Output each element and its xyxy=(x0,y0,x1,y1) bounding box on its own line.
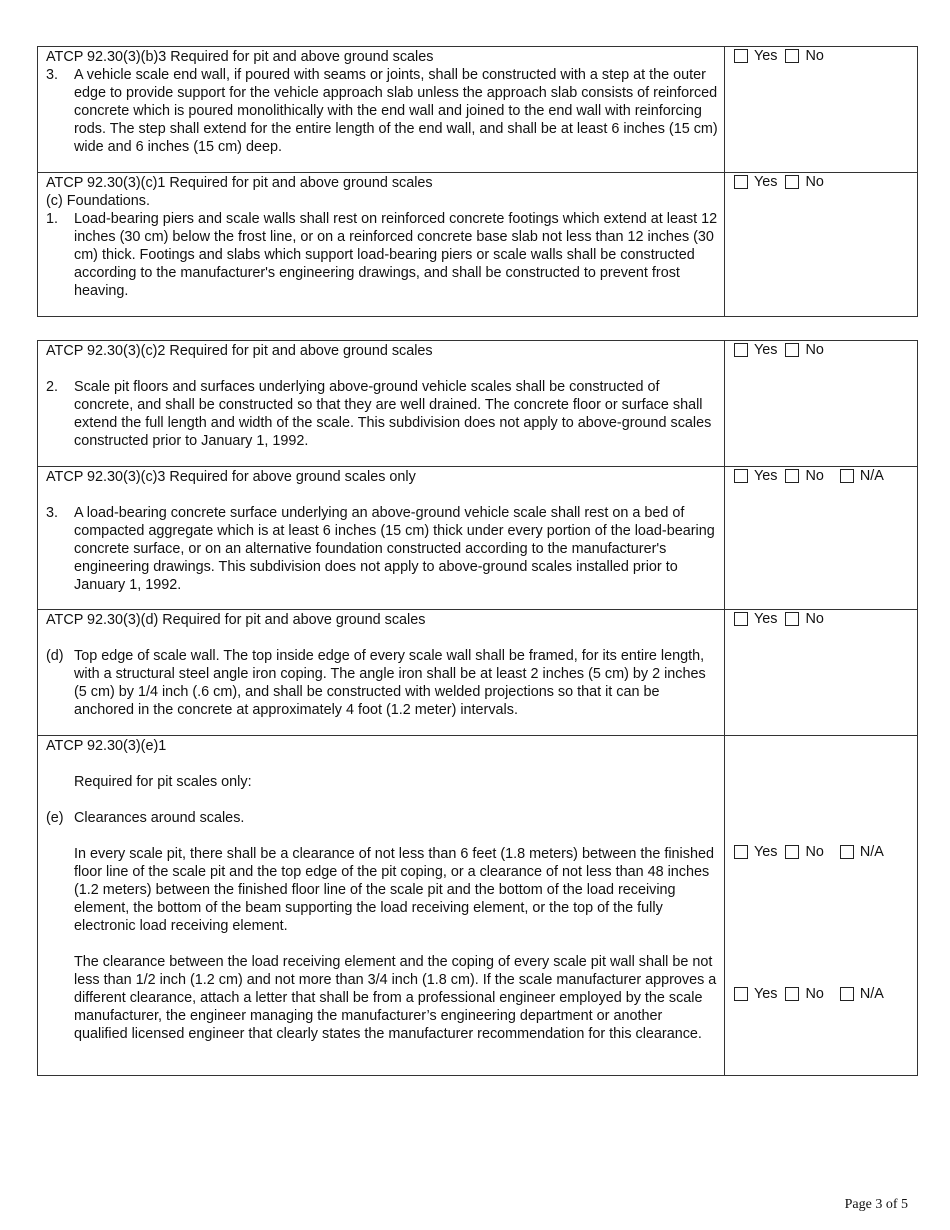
rule-code: ATCP 92.30(3)(e)1 xyxy=(46,738,167,754)
requirements-table-2 xyxy=(37,340,918,1076)
no-option[interactable] xyxy=(785,341,823,359)
yes-label: Yes xyxy=(754,468,778,484)
rule-code: ATCP 92.30(3)(b)3 Required for pit and above ground scales xyxy=(46,49,434,65)
answer-cell xyxy=(725,736,918,1076)
item-number: (e) xyxy=(46,810,64,826)
item-text: A load-bearing concrete surface underlying an above-ground vehicle scale shall rest on a bed of compacted aggregate which is at least 6 inches (15 cm) thick under every portion of the load-bearing concrete surface, or on an alternative foundation constructed according to the manufacturer's engineering drawings. This subdivision does not apply to above-ground scales installed prior to January 1, 1992. xyxy=(74,505,715,593)
item-text: Top edge of scale wall. The top inside edge of every scale wall shall be framed, for its entire length, with a structural steel angle iron coping. The angle iron shall be at least 2 inches (5 cm) by 2 inches (5 cm) by 1/4 inch (.6 cm), and shall be constructed with welded projections so that it can be anchored in the concrete at approximately 4 foot (1.2 meter) intervals. xyxy=(74,648,706,718)
yes-no-na-choices-1 xyxy=(734,843,917,861)
yes-label: Yes xyxy=(754,986,778,1002)
no-checkbox[interactable] xyxy=(785,612,799,626)
yes-no-choices xyxy=(734,341,917,359)
yes-label: Yes xyxy=(754,611,778,627)
na-checkbox[interactable] xyxy=(840,469,854,483)
yes-checkbox[interactable] xyxy=(734,845,748,859)
yes-checkbox[interactable] xyxy=(734,612,748,626)
answer-cell xyxy=(725,467,918,610)
na-option[interactable] xyxy=(840,467,884,485)
no-checkbox[interactable] xyxy=(785,175,799,189)
no-label: No xyxy=(805,342,824,358)
na-label: N/A xyxy=(859,986,884,1002)
item-number: 2. xyxy=(46,379,59,395)
answer-cell xyxy=(725,173,918,317)
na-checkbox[interactable] xyxy=(840,845,854,859)
answer-cell xyxy=(725,610,918,736)
yes-option[interactable] xyxy=(734,341,777,359)
row-c1 xyxy=(38,173,918,317)
yes-label: Yes xyxy=(754,174,778,190)
no-label: No xyxy=(805,48,824,64)
rule-item xyxy=(46,504,718,594)
item-number: 1. xyxy=(46,211,59,227)
no-option[interactable] xyxy=(785,610,823,628)
no-checkbox[interactable] xyxy=(785,343,799,357)
rule-code: ATCP 92.30(3)(c)1 Required for pit and above ground scales xyxy=(46,175,433,191)
no-checkbox[interactable] xyxy=(785,987,799,1001)
yes-checkbox[interactable] xyxy=(734,343,748,357)
yes-checkbox[interactable] xyxy=(734,987,748,1001)
no-option[interactable] xyxy=(785,47,823,65)
no-label: No xyxy=(805,611,824,627)
clearance-paragraph-1: In every scale pit, there shall be a clearance of not less than 6 feet (1.8 meters) between the finished floor line of the scale pit and the top edge of the pit coping, or a clearance of not less than 48 inches (1.2 meters) between the finished floor line of the scale pit and the bottom of the load receiving element, the bottom of the beam supporting the load receiving element, or the top of the fully electronic load receiving element. xyxy=(74,846,714,934)
scope-note: Required for pit scales only: xyxy=(74,774,252,790)
yes-option[interactable] xyxy=(734,985,777,1003)
yes-option[interactable] xyxy=(734,843,777,861)
rule-item xyxy=(46,66,718,156)
row-b3 xyxy=(38,47,918,173)
yes-no-na-choices-2 xyxy=(734,985,917,1003)
requirement-cell xyxy=(38,47,725,173)
answer-group xyxy=(734,843,917,1003)
row-c2 xyxy=(38,341,918,467)
requirements-table-1 xyxy=(37,46,918,317)
na-label: N/A xyxy=(859,468,884,484)
requirement-cell xyxy=(38,341,725,467)
answer-cell xyxy=(725,47,918,173)
yes-no-choices xyxy=(734,47,917,65)
no-label: No xyxy=(805,844,824,860)
no-label: No xyxy=(805,986,824,1002)
yes-option[interactable] xyxy=(734,173,777,191)
yes-option[interactable] xyxy=(734,47,777,65)
yes-checkbox[interactable] xyxy=(734,175,748,189)
row-c3 xyxy=(38,467,918,610)
requirement-cell xyxy=(38,736,725,1076)
yes-no-choices xyxy=(734,173,917,191)
page-number: Page 3 of 5 xyxy=(844,1197,908,1212)
item-number: 3. xyxy=(46,67,59,83)
yes-checkbox[interactable] xyxy=(734,49,748,63)
no-label: No xyxy=(805,174,824,190)
rule-item xyxy=(46,210,718,300)
requirement-cell xyxy=(38,173,725,317)
item-number: (d) xyxy=(46,648,64,664)
rule-subsection: (c) Foundations. xyxy=(46,193,150,209)
no-option[interactable] xyxy=(785,467,823,485)
yes-label: Yes xyxy=(754,844,778,860)
no-option[interactable] xyxy=(785,173,823,191)
item-number: 3. xyxy=(46,505,59,521)
no-label: No xyxy=(805,468,824,484)
na-label: N/A xyxy=(859,844,884,860)
rule-item xyxy=(46,647,718,719)
yes-label: Yes xyxy=(754,48,778,64)
rule-item xyxy=(46,809,718,827)
answer-cell xyxy=(725,341,918,467)
no-checkbox[interactable] xyxy=(785,845,799,859)
rule-code: ATCP 92.30(3)(c)2 Required for pit and above ground scales xyxy=(46,343,433,359)
row-d xyxy=(38,610,918,736)
yes-option[interactable] xyxy=(734,610,777,628)
rule-item xyxy=(46,378,718,450)
item-text: A vehicle scale end wall, if poured with seams or joints, shall be constructed with a step at the outer edge to provide support for the vehicle approach slab unless the approach slab consists of reinforced concrete which is poured monolithically with the end wall and joined to the end wall with reinforcing rods. The step shall extend for the entire length of the end wall, and shall be at least 6 inches (15 cm) wide and 6 inches (15 cm) deep. xyxy=(74,67,718,155)
no-checkbox[interactable] xyxy=(785,469,799,483)
yes-option[interactable] xyxy=(734,467,777,485)
requirement-cell xyxy=(38,467,725,610)
clearance-paragraph-2: The clearance between the load receiving element and the coping of every scale pit wall shall be not less than 1/2 inch (1.2 cm) and not more than 3/4 inch (1.8 cm). If the scale manufacturer approves a different clearance, attach a letter that shall be from a professional engineer employed by the scale manufacturer, the engineer managing the manufacturer’s engineering department or another qualified licensed engineer that clearly states the manufacturer recommendation for this clearance. xyxy=(74,954,717,1042)
yes-no-choices xyxy=(734,610,917,628)
rule-code: ATCP 92.30(3)(d) Required for pit and above ground scales xyxy=(46,612,426,628)
yes-checkbox[interactable] xyxy=(734,469,748,483)
no-option[interactable] xyxy=(785,985,823,1003)
rule-code: ATCP 92.30(3)(c)3 Required for above ground scales only xyxy=(46,469,416,485)
na-option[interactable] xyxy=(840,843,884,861)
row-e1 xyxy=(38,736,918,1076)
yes-no-na-choices xyxy=(734,467,917,485)
requirement-cell xyxy=(38,610,725,736)
item-text: Clearances around scales. xyxy=(74,810,245,826)
no-checkbox[interactable] xyxy=(785,49,799,63)
item-text: Load-bearing piers and scale walls shall rest on reinforced concrete footings which extend at least 12 inches (30 cm) below the frost line, or on a reinforced concrete base slab not less than 12 inches (30 cm) thick. Footings and slabs which support load-bearing piers or scale walls shall be constructed according to the manufacturer's engineering drawings, and shall be constructed to prevent frost heaving. xyxy=(74,211,718,299)
na-option[interactable] xyxy=(840,985,884,1003)
item-text: Scale pit floors and surfaces underlying above-ground vehicle scales shall be constructed of concrete, and shall be constructed so that they are well drained. The concrete floor or surface shall extend the full length and width of the scale. This subdivision does not apply to above-ground scales constructed prior to January 1, 1992. xyxy=(74,379,712,449)
na-checkbox[interactable] xyxy=(840,987,854,1001)
yes-label: Yes xyxy=(754,342,778,358)
no-option[interactable] xyxy=(785,843,823,861)
